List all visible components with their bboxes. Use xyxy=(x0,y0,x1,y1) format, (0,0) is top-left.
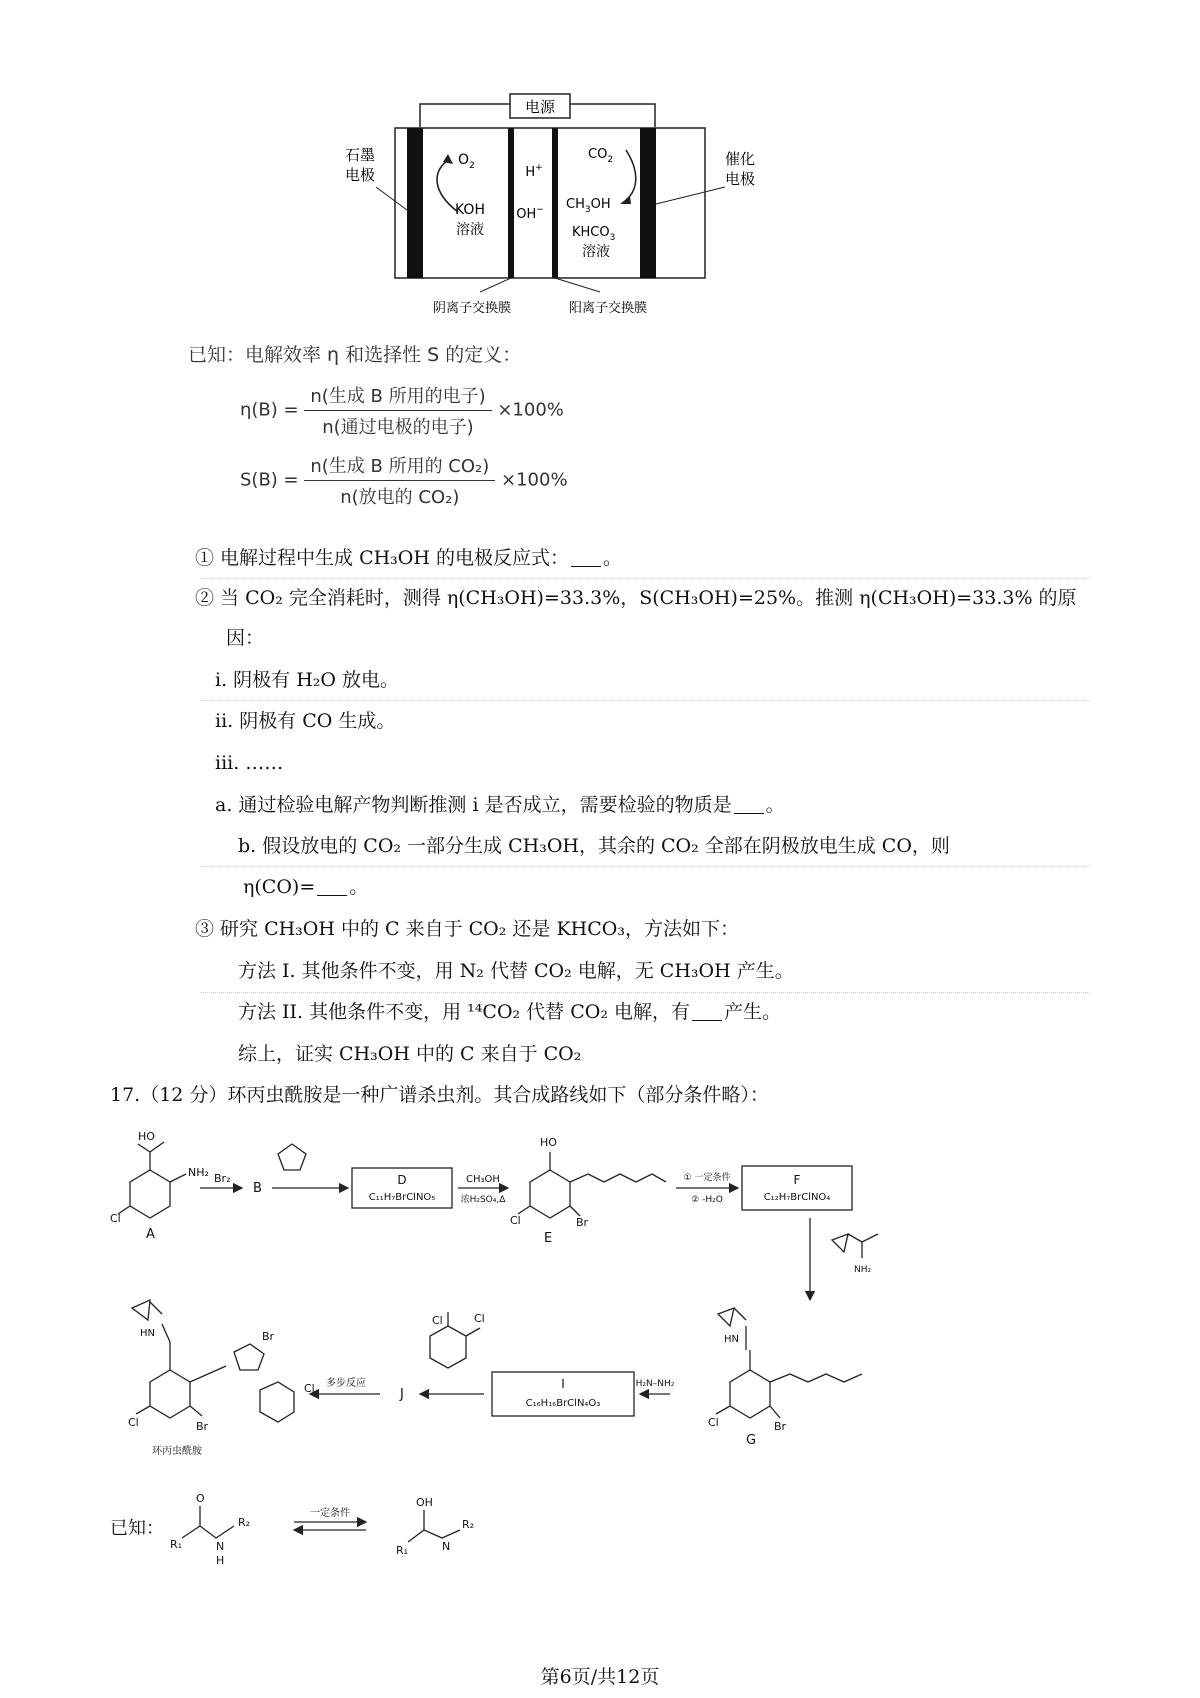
h-plus-label: H+ xyxy=(525,163,543,180)
question-17-heading: 17.（12 分）环丙虫酰胺是一种广谱杀虫剂。其合成路线如下（部分条件略）： xyxy=(110,1084,769,1106)
eta-definition: η(B) = $\frac{\text{n(生成 B 所用的电子)}}{\text{n(通过电极的电子)}}$ ×100% xyxy=(240,382,564,439)
koh-solution-label: 溶液 xyxy=(456,222,484,238)
graphite-electrode xyxy=(407,128,423,278)
svg-text:一定条件: 一定条件 xyxy=(310,1508,350,1519)
svg-text:Br: Br xyxy=(262,1330,275,1343)
svg-text:HO: HO xyxy=(138,1130,155,1143)
anion-membrane-label: 阴离子交换膜 xyxy=(432,301,512,316)
maleic-anhydride-structure xyxy=(278,1144,306,1170)
label-g: G xyxy=(746,1433,757,1448)
hypothesis-iii: iii. …… xyxy=(215,752,284,774)
svg-text:R₁: R₁ xyxy=(170,1538,183,1551)
question-a: a. 通过检验电解产物判断推测 i 是否成立，需要检验的物质是 。 xyxy=(215,794,785,816)
svg-text:多步反应: 多步反应 xyxy=(326,1378,366,1389)
method-2: 方法 II. 其他条件不变，用 ¹⁴CO₂ 代替 CO₂ 电解，有 产生。 xyxy=(238,1001,781,1023)
catalytic-electrode xyxy=(640,128,656,278)
svg-text:Cl: Cl xyxy=(304,1382,315,1395)
label-a: A xyxy=(146,1227,155,1242)
svg-text:HO: HO xyxy=(540,1136,557,1149)
svg-text:NH₂: NH₂ xyxy=(854,1265,872,1275)
label-f: F xyxy=(793,1173,801,1187)
label-j: J xyxy=(400,1387,404,1402)
ch3oh-label: $CH_3OH$ xyxy=(566,197,611,215)
label-i: I xyxy=(561,1377,565,1391)
catalytic-label-1: 催化 xyxy=(724,150,756,168)
svg-text:Br₂: Br₂ xyxy=(214,1172,231,1185)
svg-text:H₂N–NH₂: H₂N–NH₂ xyxy=(635,1379,675,1389)
khco3-label: $KHCO_3$ xyxy=(572,225,616,243)
hypothesis-i: i. 阴极有 H₂O 放电。 xyxy=(215,669,399,691)
khco3-solution-label: 溶液 xyxy=(582,244,610,260)
o2-label: $O_2$ xyxy=(458,152,475,171)
svg-text:Cl: Cl xyxy=(110,1212,121,1225)
question-b-cont: η(CO)= 。 xyxy=(243,876,369,898)
koh-label: KOH xyxy=(455,202,485,218)
svg-text:② -H₂O: ② -H₂O xyxy=(691,1195,723,1205)
svg-text:N: N xyxy=(216,1540,225,1553)
electrolysis-cell-diagram xyxy=(340,92,800,332)
definitions-intro: 已知：电解效率 η 和选择性 S 的定义： xyxy=(188,344,522,366)
product-structure xyxy=(132,1300,294,1422)
question-2: ② 当 CO₂ 完全消耗时，测得 η(CH₃OH)=33.3%，S(CH₃OH)=25%。推测 η(CH₃OH)=33.3% 的原 xyxy=(195,587,1077,609)
svg-text:HN: HN xyxy=(724,1334,739,1345)
svg-text:N: N xyxy=(442,1540,451,1553)
svg-text:HN: HN xyxy=(140,1328,155,1339)
graphite-label-1: 石墨 xyxy=(344,146,376,164)
formula-d: C₁₁H₇BrClNO₅ xyxy=(368,1192,436,1203)
answer-blank-a[interactable] xyxy=(734,795,764,814)
svg-text:NH₂: NH₂ xyxy=(188,1166,209,1179)
answer-blank-m2[interactable] xyxy=(692,1002,722,1021)
tautomer-right-structure xyxy=(408,1510,460,1542)
svg-text:Br: Br xyxy=(576,1216,589,1229)
formula-f: C₁₂H₇BrClNO₄ xyxy=(763,1192,831,1203)
question-2-cont: 因： xyxy=(226,627,265,649)
answer-blank-b[interactable] xyxy=(317,877,347,896)
svg-text:R₂: R₂ xyxy=(238,1516,251,1529)
svg-text:① 一定条件: ① 一定条件 xyxy=(683,1173,731,1183)
hypothesis-ii: ii. 阴极有 CO 生成。 xyxy=(215,710,396,732)
cation-exchange-membrane xyxy=(552,128,558,278)
product-label: 环丙虫酰胺 xyxy=(152,1446,202,1457)
svg-text:Cl: Cl xyxy=(510,1214,521,1227)
conclusion: 综上，证实 CH₃OH 中的 C 来自于 CO₂ xyxy=(238,1043,582,1065)
svg-text:Br: Br xyxy=(774,1420,787,1433)
known-label: 已知： xyxy=(110,1518,164,1539)
answer-blank-1[interactable] xyxy=(571,548,601,567)
svg-text:R₂: R₂ xyxy=(462,1518,475,1531)
catalytic-label-2: 电极 xyxy=(724,170,756,188)
svg-text:浓H₂SO₄,Δ: 浓H₂SO₄,Δ xyxy=(460,1195,506,1205)
method-1: 方法 I. 其他条件不变，用 N₂ 代替 CO₂ 电解，无 CH₃OH 产生。 xyxy=(238,960,794,982)
s-definition: S(B) = $\frac{\text{n(生成 B 所用的 CO₂)}}{\text{n(放电的 CO₂)}}$ ×100% xyxy=(240,452,568,509)
graphite-label-2: 电极 xyxy=(344,166,376,184)
co2-label: $CO_2$ xyxy=(588,147,614,165)
svg-text:Cl: Cl xyxy=(432,1314,443,1327)
label-d: D xyxy=(397,1173,407,1187)
question-1: ① 电解过程中生成 CH₃OH 的电极反应式： 。 xyxy=(195,547,623,569)
tautomer-left-structure xyxy=(182,1506,234,1538)
formula-i: C₁₆H₁₆BrClN₄O₃ xyxy=(525,1398,601,1409)
cyclopropylethylamine-structure xyxy=(832,1234,878,1258)
label-e: E xyxy=(544,1231,553,1246)
svg-text:R₁: R₁ xyxy=(396,1544,409,1557)
svg-text:Br: Br xyxy=(196,1420,209,1433)
page-footer: 第6页/共12页 xyxy=(540,1666,660,1688)
compound-g-structure xyxy=(716,1308,862,1418)
oh-minus-label: OH− xyxy=(516,205,544,222)
anion-exchange-membrane xyxy=(508,128,514,278)
question-b: b. 假设放电的 CO₂ 一部分生成 CH₃OH，其余的 CO₂ 全部在阴极放电生成 CO，则 xyxy=(238,835,950,857)
svg-text:OH: OH xyxy=(416,1496,433,1509)
svg-text:Cl: Cl xyxy=(708,1416,719,1429)
compound-e-structure xyxy=(518,1152,666,1218)
svg-text:CH₃OH: CH₃OH xyxy=(466,1174,500,1185)
svg-text:H: H xyxy=(216,1554,225,1567)
svg-text:Cl: Cl xyxy=(128,1416,139,1429)
compound-a-structure xyxy=(118,1142,186,1218)
question-3: ③ 研究 CH₃OH 中的 C 来自于 CO₂ 还是 KHCO₃，方法如下： xyxy=(195,918,739,940)
cation-membrane-label: 阳离子交换膜 xyxy=(568,301,648,316)
svg-text:Cl: Cl xyxy=(474,1312,485,1325)
svg-text:O: O xyxy=(196,1492,205,1505)
synthesis-scheme xyxy=(110,1130,1090,1570)
label-b: B xyxy=(253,1181,262,1196)
power-supply-label: 电源 xyxy=(524,98,556,116)
